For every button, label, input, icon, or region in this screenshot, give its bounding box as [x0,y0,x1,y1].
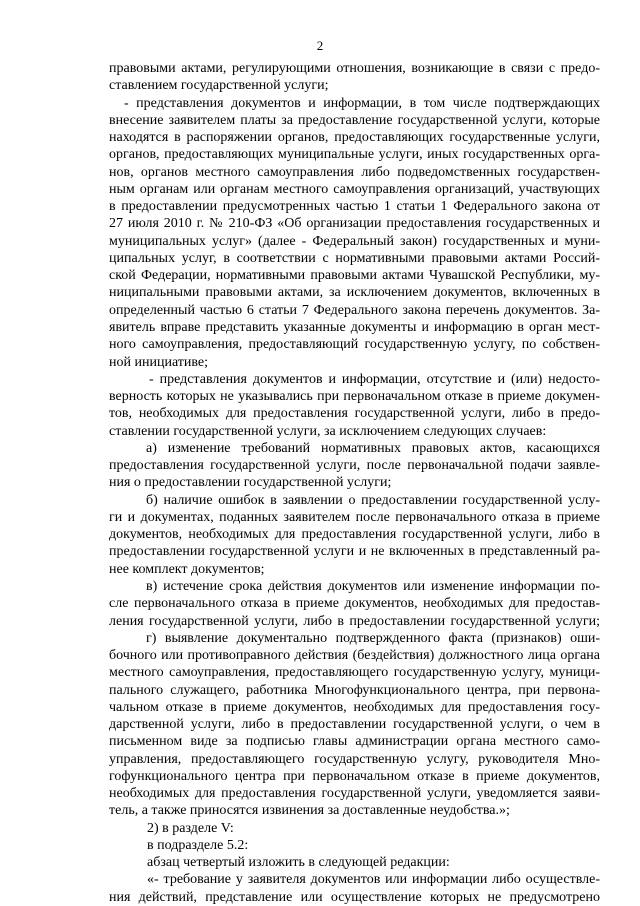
page-number: 2 [316,38,324,53]
text-line: находятся в распоряжении органов, предоставляющих государственные услуги, [109,130,600,146]
text-line: сле первоначального отказа в приеме документов, необходимых для предостав- [109,596,600,612]
text-line: б) наличие ошибок в заявлении о предоставлении государственной услу- [146,492,600,508]
text-line: нее комплект документов; [109,561,265,577]
text-line: ставлении государственной услуги, за исключением следующих случаев: [109,423,547,439]
text-line: бочного или противоправного действия (бездействия) должностного лица органа [109,648,600,664]
text-line: в) истечение срока действия документов или изменение информации по- [146,578,600,594]
text-line: верность которых не указывались при первоначальном отказе в приеме докумен- [109,389,600,405]
text-line: пального служащего, работника Многофункционального центра, при первона- [109,682,600,698]
text-line: ного самоуправления, предоставляющий государственную услугу, по собствен- [109,337,600,353]
text-line: письменном виде за подписью главы администрации органа местного само- [109,734,600,750]
text-line: нов, органов местного самоуправления либо подведомственных государствен- [109,164,600,180]
text-line: тов, необходимых для предоставления государственной услуги, либо в предо- [109,406,600,422]
text-line: 27 июля 2010 г. № 210-ФЗ «Об организации предоставления государственных и [109,216,600,232]
text-line: в подразделе 5.2: [147,837,249,853]
text-line: - представления документов и информации, отсутствие и (или) недосто- [149,371,600,387]
text-line: ления государственной услуги, либо в предоставлении государственной услуги; [109,613,600,629]
text-line: абзац четвертый изложить в следующей редакции: [147,855,450,871]
text-line: в предоставлении предусмотренных частью 1 статьи 1 Федерального закона от [109,199,600,215]
text-line: определенный частью 6 статьи 7 Федерального закона перечень документов. За- [109,302,600,318]
text-line: г) выявление документально подтвержденного факта (признаков) оши- [146,630,600,646]
text-line: ниципальными правовыми актами, за исключением документов, включенных в [109,285,600,301]
text-line: управления, предоставляющего государственную услугу, руководителя Мно- [109,751,600,767]
text-line: необходимых для предоставления государственной услуги, уведомляется заяви- [109,786,600,802]
text-line: документов, необходимых для предоставления государственной услуги, либо в [109,527,600,543]
text-line: местного самоуправления, предоставляющего государственную услугу, муници- [109,665,600,681]
text-line: предоставлении государственной услуги и не включенных в представленный ра- [109,544,600,560]
text-line: - представления документов и информации, в том числе подтверждающих [124,95,600,111]
text-line: явитель вправе представить указанные документы и информацию в орган мест- [109,319,600,335]
text-line: ным органам или органам местного самоуправления организаций, участвующих [109,181,600,197]
text-line: «- требование у заявителя документов или информации либо осуществле- [147,872,600,888]
text-line: чальном отказе в приеме документов, необходимых для предоставления госу- [109,699,600,715]
text-line: ставлением государственной услуги; [109,78,329,94]
text-line: ской Федерации, нормативными правовыми актами Чувашской Республики, му- [109,268,600,284]
text-line: ги и документах, поданных заявителем после первоначального отказа в приеме [109,509,600,525]
text-line: муниципальных услуг» (далее - Федеральный закон) государственных и муни- [109,233,600,249]
text-line: ной инициативе; [109,354,209,370]
text-line: тель, а также приносятся извинения за доставленные неудобства.»; [109,803,510,819]
text-line: ния о предоставлении государственной услуги; [109,475,392,491]
text-line: гофункционального центра при первоначальном отказе в приеме документов, [109,768,600,784]
text-line: органов, предоставляющих муниципальные услуги, иных государственных орга- [109,147,600,163]
text-line: предоставления государственной услуги, после первоначальной подачи заявле- [109,458,600,474]
text-line: а) изменение требований нормативных правовых актов, касающихся [146,440,600,456]
text-line: ния действий, представление или осуществление которых не предусмотрено [109,889,600,905]
text-line: ципальных услуг, в соответствии с нормативными правовыми актами Россий- [109,250,600,266]
text-line: дарственной услуги, либо в предоставлении государственной услуги, о чем в [109,717,600,733]
document-body [109,60,600,906]
text-line: правовыми актами, регулирующими отношения, возникающие в связи с предо- [109,61,600,76]
text-line: внесение заявителем платы за предоставление государственной услуги, которые [109,112,600,128]
text-line: 2) в разделе V: [147,820,234,836]
